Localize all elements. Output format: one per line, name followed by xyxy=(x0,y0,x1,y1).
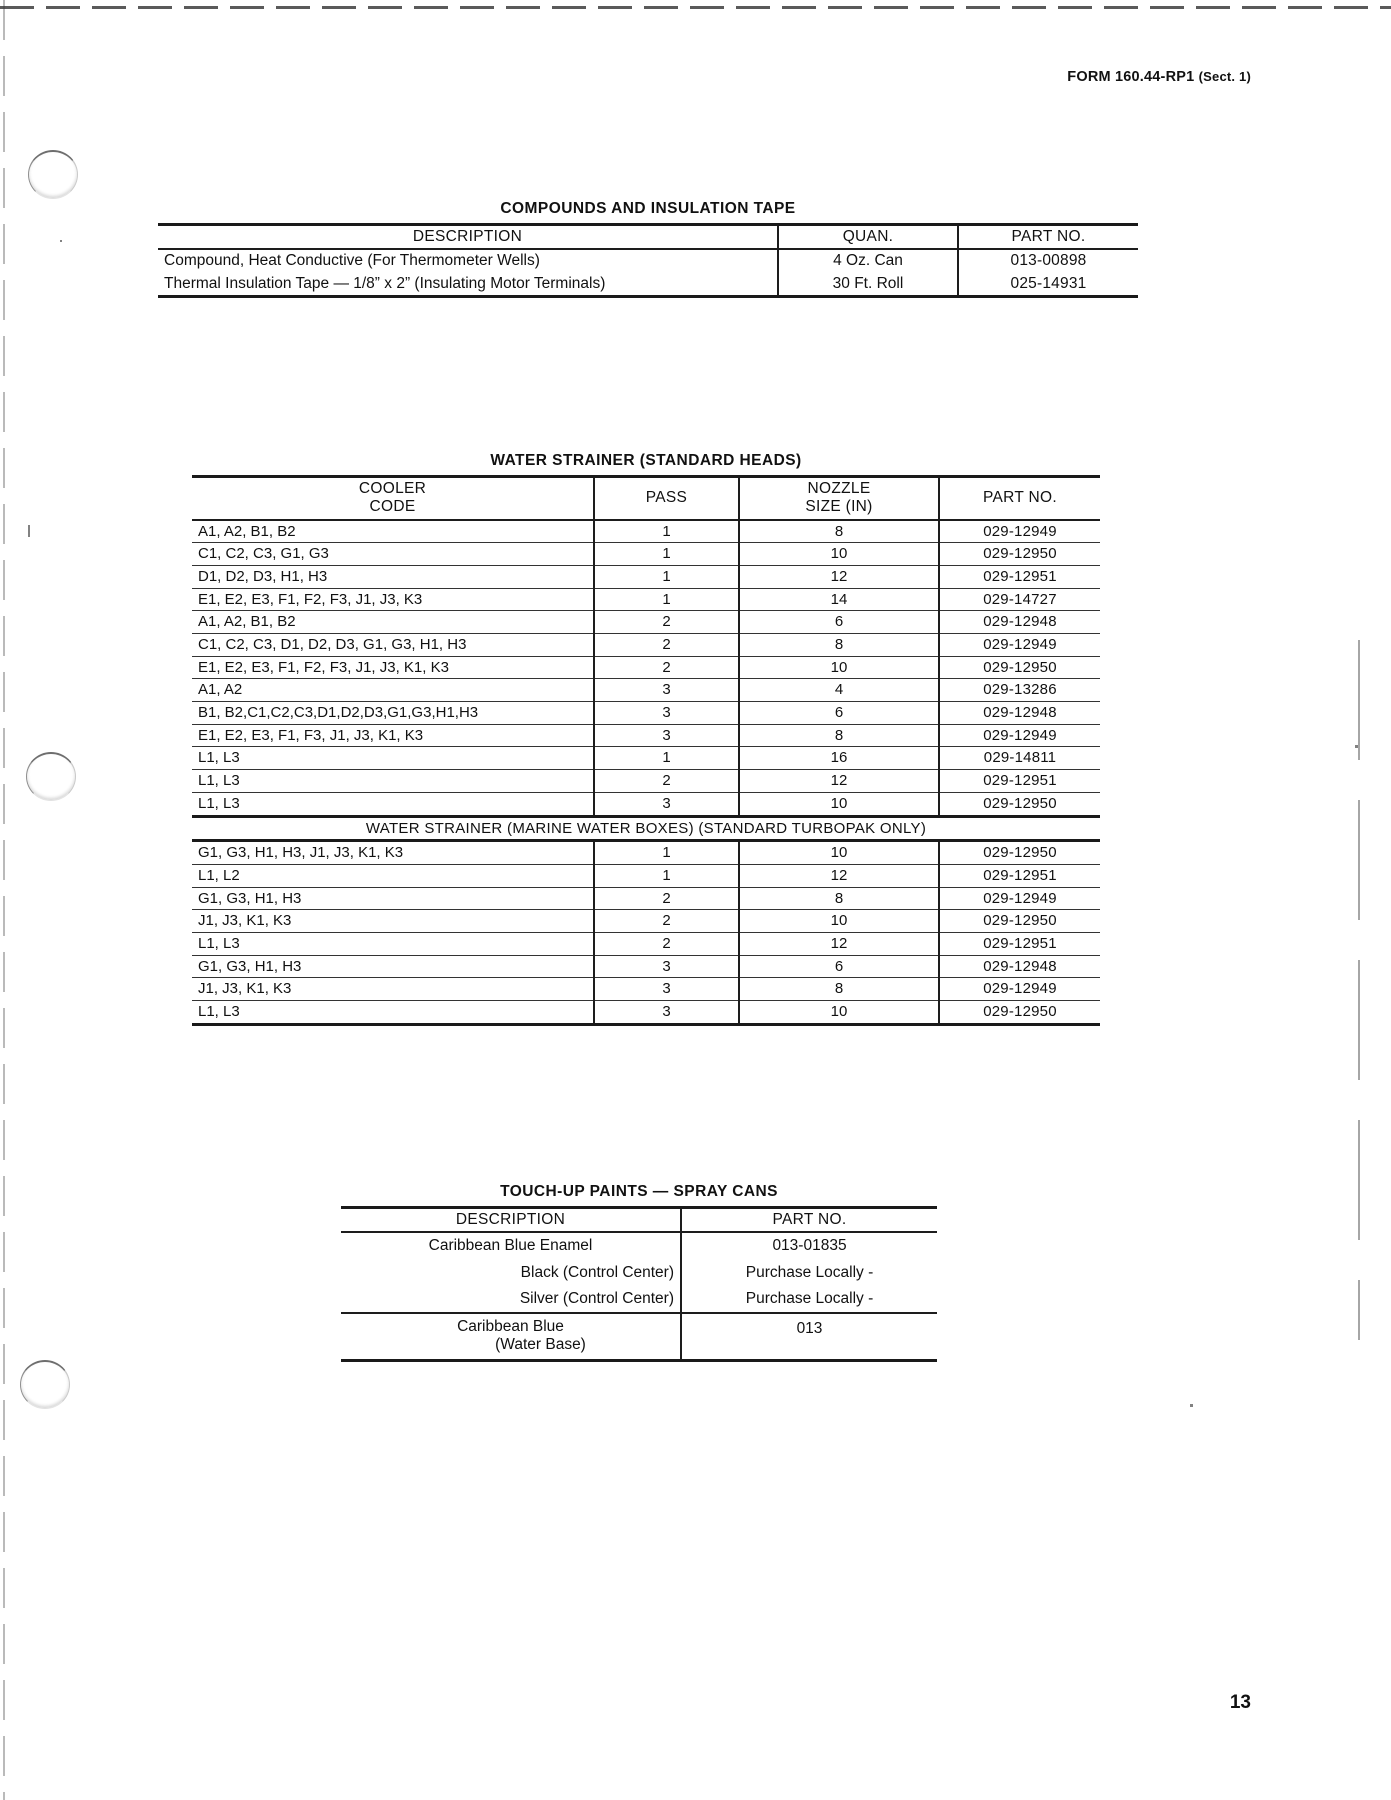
cell-pass: 3 xyxy=(594,955,739,978)
cell-part-no: 029-12951 xyxy=(939,770,1100,793)
scan-speck xyxy=(1355,745,1358,748)
table-row xyxy=(192,611,1100,634)
cell-cooler-code: G1, G3, H1, H3 xyxy=(192,955,594,978)
table-row xyxy=(192,634,1100,657)
table-row xyxy=(192,978,1100,1001)
column-header-pass: PASS xyxy=(594,477,739,520)
scan-speck xyxy=(1190,1404,1193,1407)
touchup-paints-table xyxy=(341,1206,937,1362)
column-header-part-no: PART NO. xyxy=(958,225,1138,250)
cell-nozzle-size: 6 xyxy=(739,702,939,725)
binder-punch-hole xyxy=(28,150,78,199)
table-row xyxy=(192,932,1100,955)
cell-part-no: Purchase Locally - xyxy=(681,1286,937,1313)
cell-nozzle-size: 10 xyxy=(739,543,939,566)
cell-nozzle-size: 14 xyxy=(739,588,939,611)
cell-part-no: Purchase Locally - xyxy=(681,1260,937,1286)
cell-nozzle-size: 6 xyxy=(739,955,939,978)
table-row xyxy=(192,702,1100,725)
table-row xyxy=(341,1260,937,1286)
table-row xyxy=(192,864,1100,887)
binder-punch-hole xyxy=(20,1360,70,1409)
cell-part-no: 029-12949 xyxy=(939,634,1100,657)
cell-part-no: 029-12950 xyxy=(939,910,1100,933)
cell-nozzle-size: 10 xyxy=(739,656,939,679)
cell-nozzle-size: 10 xyxy=(739,792,939,816)
cell-part-no: 013-00898 xyxy=(958,249,1138,272)
cell-nozzle-size: 12 xyxy=(739,932,939,955)
cell-nozzle-size: 12 xyxy=(739,864,939,887)
page-scan-left-edge xyxy=(3,0,5,1800)
column-header-cooler-code xyxy=(192,477,594,520)
cell-part-no: 029-12951 xyxy=(939,864,1100,887)
cell-cooler-code: G1, G3, H1, H3 xyxy=(192,887,594,910)
cell-description xyxy=(341,1313,681,1360)
scan-speck xyxy=(60,240,62,242)
cell-part-no: 029-12951 xyxy=(939,565,1100,588)
cell-pass: 1 xyxy=(594,864,739,887)
column-header-nozzle-size xyxy=(739,477,939,520)
cell-pass: 2 xyxy=(594,611,739,634)
table-row xyxy=(192,724,1100,747)
cell-part-no: 029-13286 xyxy=(939,679,1100,702)
binder-punch-hole xyxy=(26,752,76,801)
table-row xyxy=(192,588,1100,611)
cell-quantity: 4 Oz. Can xyxy=(778,249,958,272)
table-row xyxy=(192,520,1100,543)
cell-cooler-code: E1, E2, E3, F1, F2, F3, J1, J3, K1, K3 xyxy=(192,656,594,679)
table-header-row xyxy=(192,477,1100,520)
cell-cooler-code: L1, L3 xyxy=(192,1001,594,1025)
table-row xyxy=(192,565,1100,588)
table-header-row xyxy=(341,1208,937,1233)
cell-pass: 1 xyxy=(594,747,739,770)
table-row xyxy=(192,910,1100,933)
table-row xyxy=(192,841,1100,865)
cell-part-no: 029-12950 xyxy=(939,1001,1100,1025)
cell-part-no: 029-12950 xyxy=(939,656,1100,679)
table-row xyxy=(341,1313,937,1360)
cell-pass: 3 xyxy=(594,978,739,1001)
cell-cooler-code: J1, J3, K1, K3 xyxy=(192,978,594,1001)
cell-cooler-code: E1, E2, E3, F1, F3, J1, J3, K1, K3 xyxy=(192,724,594,747)
column-header-cooler-code-line1: COOLER xyxy=(358,480,427,497)
cell-part-no: 029-14727 xyxy=(939,588,1100,611)
cell-cooler-code: B1, B2,C1,C2,C3,D1,D2,D3,G1,G3,H1,H3 xyxy=(192,702,594,725)
touchup-paints-caption: TOUCH-UP PAINTS — SPRAY CANS xyxy=(500,1183,778,1200)
column-header-description: DESCRIPTION xyxy=(158,225,778,250)
cell-nozzle-size: 8 xyxy=(739,520,939,543)
form-code-section: (Sect. 1) xyxy=(1198,69,1251,84)
cell-nozzle-size: 16 xyxy=(739,747,939,770)
cell-pass: 1 xyxy=(594,565,739,588)
cell-nozzle-size: 10 xyxy=(739,1001,939,1025)
cell-description: Caribbean Blue Enamel xyxy=(428,1237,593,1255)
cell-cooler-code: A1, A2 xyxy=(192,679,594,702)
form-code-header xyxy=(1067,69,1251,85)
cell-nozzle-size: 12 xyxy=(739,565,939,588)
compounds-table-caption: COMPOUNDS AND INSULATION TAPE xyxy=(500,200,796,217)
column-header-part-no: PART NO. xyxy=(939,477,1100,520)
cell-pass: 2 xyxy=(594,910,739,933)
column-header-quantity: QUAN. xyxy=(778,225,958,250)
cell-part-no: 029-12949 xyxy=(939,520,1100,543)
cell-pass: 3 xyxy=(594,792,739,816)
table-row xyxy=(192,543,1100,566)
cell-pass: 3 xyxy=(594,679,739,702)
table-row xyxy=(192,679,1100,702)
page-scan-right-edge xyxy=(1358,640,1360,1340)
table-row xyxy=(192,1001,1100,1025)
table-header-row xyxy=(158,225,1138,250)
table-row xyxy=(341,1286,937,1313)
compounds-table xyxy=(158,223,1138,298)
cell-pass: 2 xyxy=(594,887,739,910)
cell-cooler-code: J1, J3, K1, K3 xyxy=(192,910,594,933)
touchup-paints-table-block xyxy=(341,1183,937,1362)
cell-pass: 2 xyxy=(594,932,739,955)
cell-cooler-code: L1, L3 xyxy=(192,747,594,770)
water-strainer-table-block xyxy=(192,452,1100,1026)
column-header-description: DESCRIPTION xyxy=(341,1208,681,1233)
table-row xyxy=(158,249,1138,272)
cell-cooler-code: C1, C2, C3, D1, D2, D3, G1, G3, H1, H3 xyxy=(192,634,594,657)
page-scan-top-edge xyxy=(0,6,1391,9)
compounds-table-block xyxy=(158,200,1138,298)
cell-cooler-code: L1, L3 xyxy=(192,770,594,793)
cell-nozzle-size: 12 xyxy=(739,770,939,793)
cell-pass: 2 xyxy=(594,656,739,679)
cell-part-no: 029-12951 xyxy=(939,932,1100,955)
cell-part-no: 029-14811 xyxy=(939,747,1100,770)
column-header-part-no: PART NO. xyxy=(681,1208,937,1233)
cell-nozzle-size: 10 xyxy=(739,841,939,865)
form-code-number: FORM 160.44-RP1 xyxy=(1067,69,1195,85)
cell-nozzle-size: 8 xyxy=(739,978,939,1001)
table-row xyxy=(192,656,1100,679)
column-header-cooler-code-line2: CODE xyxy=(369,498,416,516)
cell-cooler-code: C1, C2, C3, G1, G3 xyxy=(192,543,594,566)
table-row xyxy=(158,273,1138,297)
cell-part-no: 029-12948 xyxy=(939,955,1100,978)
cell-part-no: 029-12950 xyxy=(939,543,1100,566)
cell-pass: 1 xyxy=(594,543,739,566)
cell-part-no: 029-12949 xyxy=(939,724,1100,747)
cell-nozzle-size: 8 xyxy=(739,634,939,657)
marine-water-boxes-caption: WATER STRAINER (MARINE WATER BOXES) (STANDARD TURBOPAK ONLY) xyxy=(365,819,927,837)
column-header-nozzle-line2: SIZE (IN) xyxy=(805,498,873,516)
cell-nozzle-size: 8 xyxy=(739,887,939,910)
cell-description-line2: (Water Base) xyxy=(495,1336,586,1354)
cell-cooler-code: L1, L3 xyxy=(192,792,594,816)
cell-pass: 1 xyxy=(594,841,739,865)
cell-part-no: 029-12949 xyxy=(939,978,1100,1001)
cell-cooler-code: E1, E2, E3, F1, F2, F3, J1, J3, K3 xyxy=(192,588,594,611)
water-strainer-caption: WATER STRAINER (STANDARD HEADS) xyxy=(490,452,802,469)
cell-part-no: 013-01835 xyxy=(681,1232,937,1259)
cell-part-no: 029-12950 xyxy=(939,792,1100,816)
cell-pass: 3 xyxy=(594,724,739,747)
table-row xyxy=(192,747,1100,770)
cell-part-no: 029-12948 xyxy=(939,702,1100,725)
cell-nozzle-size: 6 xyxy=(739,611,939,634)
water-strainer-table xyxy=(192,475,1100,1026)
cell-cooler-code: L1, L2 xyxy=(192,864,594,887)
cell-nozzle-size: 10 xyxy=(739,910,939,933)
cell-pass: 3 xyxy=(594,1001,739,1025)
cell-nozzle-size: 4 xyxy=(739,679,939,702)
cell-cooler-code: D1, D2, D3, H1, H3 xyxy=(192,565,594,588)
cell-description: Silver (Control Center) xyxy=(341,1286,681,1313)
cell-pass: 1 xyxy=(594,588,739,611)
cell-part-no: 025-14931 xyxy=(958,273,1138,297)
table-row xyxy=(192,792,1100,816)
cell-description: Compound, Heat Conductive (For Thermometer Wells) xyxy=(164,252,540,270)
column-header-nozzle-line1: NOZZLE xyxy=(807,480,871,497)
cell-pass: 1 xyxy=(594,520,739,543)
cell-cooler-code: L1, L3 xyxy=(192,932,594,955)
cell-description: Black (Control Center) xyxy=(520,1263,674,1281)
table-row xyxy=(341,1232,937,1259)
marine-water-boxes-subcaption-row xyxy=(192,816,1100,841)
table-row xyxy=(192,955,1100,978)
cell-description-line1: Caribbean Blue xyxy=(457,1318,564,1336)
cell-description: Thermal Insulation Tape — 1/8” x 2” (Insulating Motor Terminals) xyxy=(158,273,778,297)
table-row xyxy=(192,770,1100,793)
cell-part-no: 029-12949 xyxy=(939,887,1100,910)
cell-part-no: 029-12948 xyxy=(939,611,1100,634)
cell-cooler-code: A1, A2, B1, B2 xyxy=(192,520,594,543)
page-number: 13 xyxy=(1229,1692,1251,1713)
cell-part-no: 013 xyxy=(681,1313,937,1360)
cell-nozzle-size: 8 xyxy=(739,724,939,747)
cell-pass: 3 xyxy=(594,702,739,725)
cell-pass: 2 xyxy=(594,770,739,793)
cell-quantity: 30 Ft. Roll xyxy=(778,273,958,297)
cell-cooler-code: G1, G3, H1, H3, J1, J3, K1, K3 xyxy=(192,841,594,865)
scan-speck xyxy=(28,525,30,537)
table-row xyxy=(192,887,1100,910)
cell-part-no: 029-12950 xyxy=(939,841,1100,865)
cell-pass: 2 xyxy=(594,634,739,657)
cell-cooler-code: A1, A2, B1, B2 xyxy=(192,611,594,634)
